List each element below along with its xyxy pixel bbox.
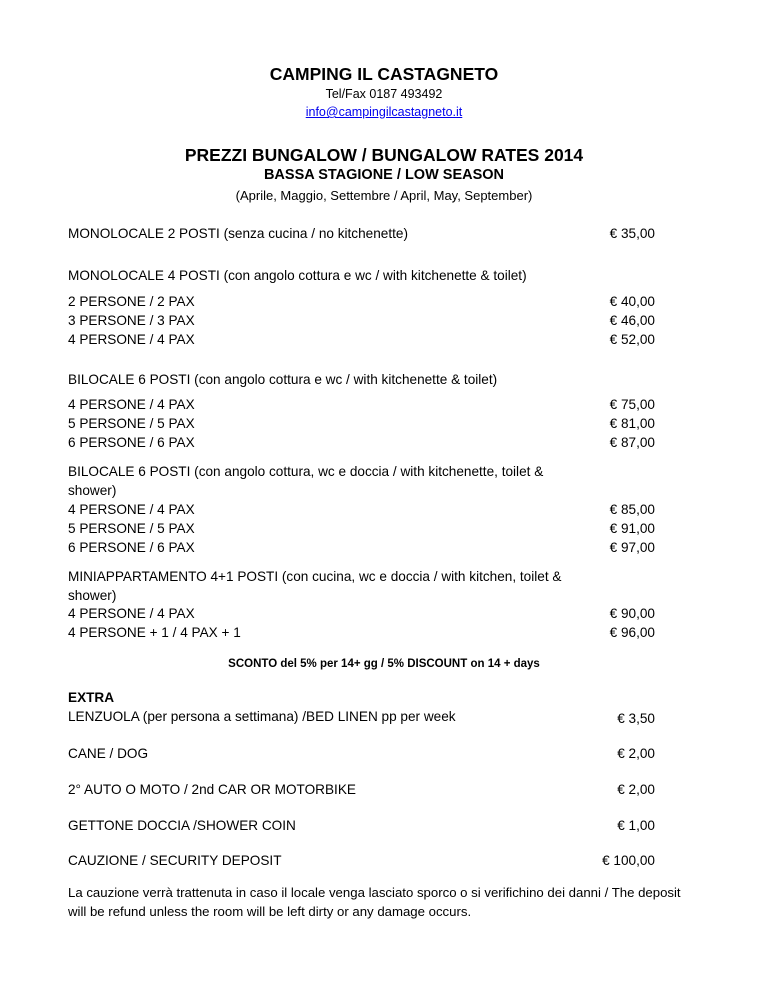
bilo6-shower-row-price: € 91,00	[609, 521, 655, 536]
extra-item: CAUZIONE / SECURITY DEPOSIT	[68, 853, 282, 868]
extra-heading: EXTRA	[68, 690, 115, 705]
bilo6-row: 5 PERSONE / 5 PAX	[68, 416, 195, 431]
email-link[interactable]: info@campingilcastagneto.it	[305, 105, 463, 119]
mono2-price: € 35,00	[609, 226, 655, 241]
bilo6-row-price: € 81,00	[609, 416, 655, 431]
mono4-label: MONOLOCALE 4 POSTI (con angolo cottura e wc / with kitchenette & toilet)	[68, 268, 527, 283]
extra-item: GETTONE DOCCIA /SHOWER COIN	[68, 818, 296, 833]
phone-fax: Tel/Fax 0187 493492	[325, 87, 443, 101]
deposit-note: La cauzione verrà trattenuta in caso il locale venga lasciato sporco o si verifichino dei danni / The deposit will be refund unless the room will be left dirty or any damage occurs.	[68, 885, 681, 919]
bilo6-shower-row: 5 PERSONE / 5 PAX	[68, 521, 195, 536]
mini-row-price: € 96,00	[609, 625, 655, 640]
mono4-row: 3 PERSONE / 3 PAX	[68, 313, 195, 328]
mono4-row: 2 PERSONE / 2 PAX	[68, 294, 195, 309]
bilo6-shower-row: 4 PERSONE / 4 PAX	[68, 502, 195, 517]
bilo6-label: BILOCALE 6 POSTI (con angolo cottura e wc / with kitchenette & toilet)	[68, 372, 498, 387]
rates-title: PREZZI BUNGALOW / BUNGALOW RATES 2014	[184, 145, 584, 165]
bilo6-row: 4 PERSONE / 4 PAX	[68, 397, 195, 412]
extra-item-price: € 1,00	[617, 818, 655, 833]
mono4-row-price: € 40,00	[609, 294, 655, 309]
mini-label: MINIAPPARTAMENTO 4+1 POSTI (con cucina, wc e doccia / with kitchen, toilet & shower)	[68, 569, 562, 603]
mono4-row: 4 PERSONE / 4 PAX	[68, 332, 195, 347]
season-title: BASSA STAGIONE / LOW SEASON	[263, 167, 505, 183]
mini-row: 4 PERSONE / 4 PAX	[68, 606, 195, 621]
extra-item: LENZUOLA (per persona a settimana) /BED LINEN pp per week	[68, 709, 456, 724]
discount-note: SCONTO del 5% per 14+ gg / 5% DISCOUNT on 14 + days	[228, 658, 540, 670]
camp-name: CAMPING IL CASTAGNETO	[269, 64, 499, 84]
bilo6-shower-row-price: € 97,00	[609, 540, 655, 555]
mono4-row-price: € 46,00	[609, 313, 655, 328]
bilo6-row-price: € 87,00	[609, 435, 655, 450]
mono4-row-price: € 52,00	[609, 332, 655, 347]
extra-item: CANE / DOG	[68, 746, 149, 761]
mini-row-price: € 90,00	[609, 606, 655, 621]
mini-row: 4 PERSONE + 1 / 4 PAX + 1	[68, 625, 241, 640]
extra-item: 2° AUTO O MOTO / 2nd CAR OR MOTORBIKE	[68, 782, 356, 797]
bilo6-shower-row: 6 PERSONE / 6 PAX	[68, 540, 195, 555]
bilo6-shower-row-price: € 85,00	[609, 502, 655, 517]
extra-item-price: € 3,50	[617, 711, 655, 726]
season-months: (Aprile, Maggio, Settembre / April, May, September)	[235, 188, 533, 203]
bilo6-row: 6 PERSONE / 6 PAX	[68, 435, 195, 450]
bilo6-row-price: € 75,00	[609, 397, 655, 412]
extra-item-price: € 100,00	[602, 853, 655, 868]
extra-item-price: € 2,00	[617, 746, 655, 761]
bilo6-shower-label: BILOCALE 6 POSTI (con angolo cottura, wc e doccia / with kitchenette, toilet & shower)	[68, 464, 544, 498]
mono2-label: MONOLOCALE 2 POSTI (senza cucina / no kitchenette)	[68, 226, 408, 241]
extra-item-price: € 2,00	[617, 782, 655, 797]
